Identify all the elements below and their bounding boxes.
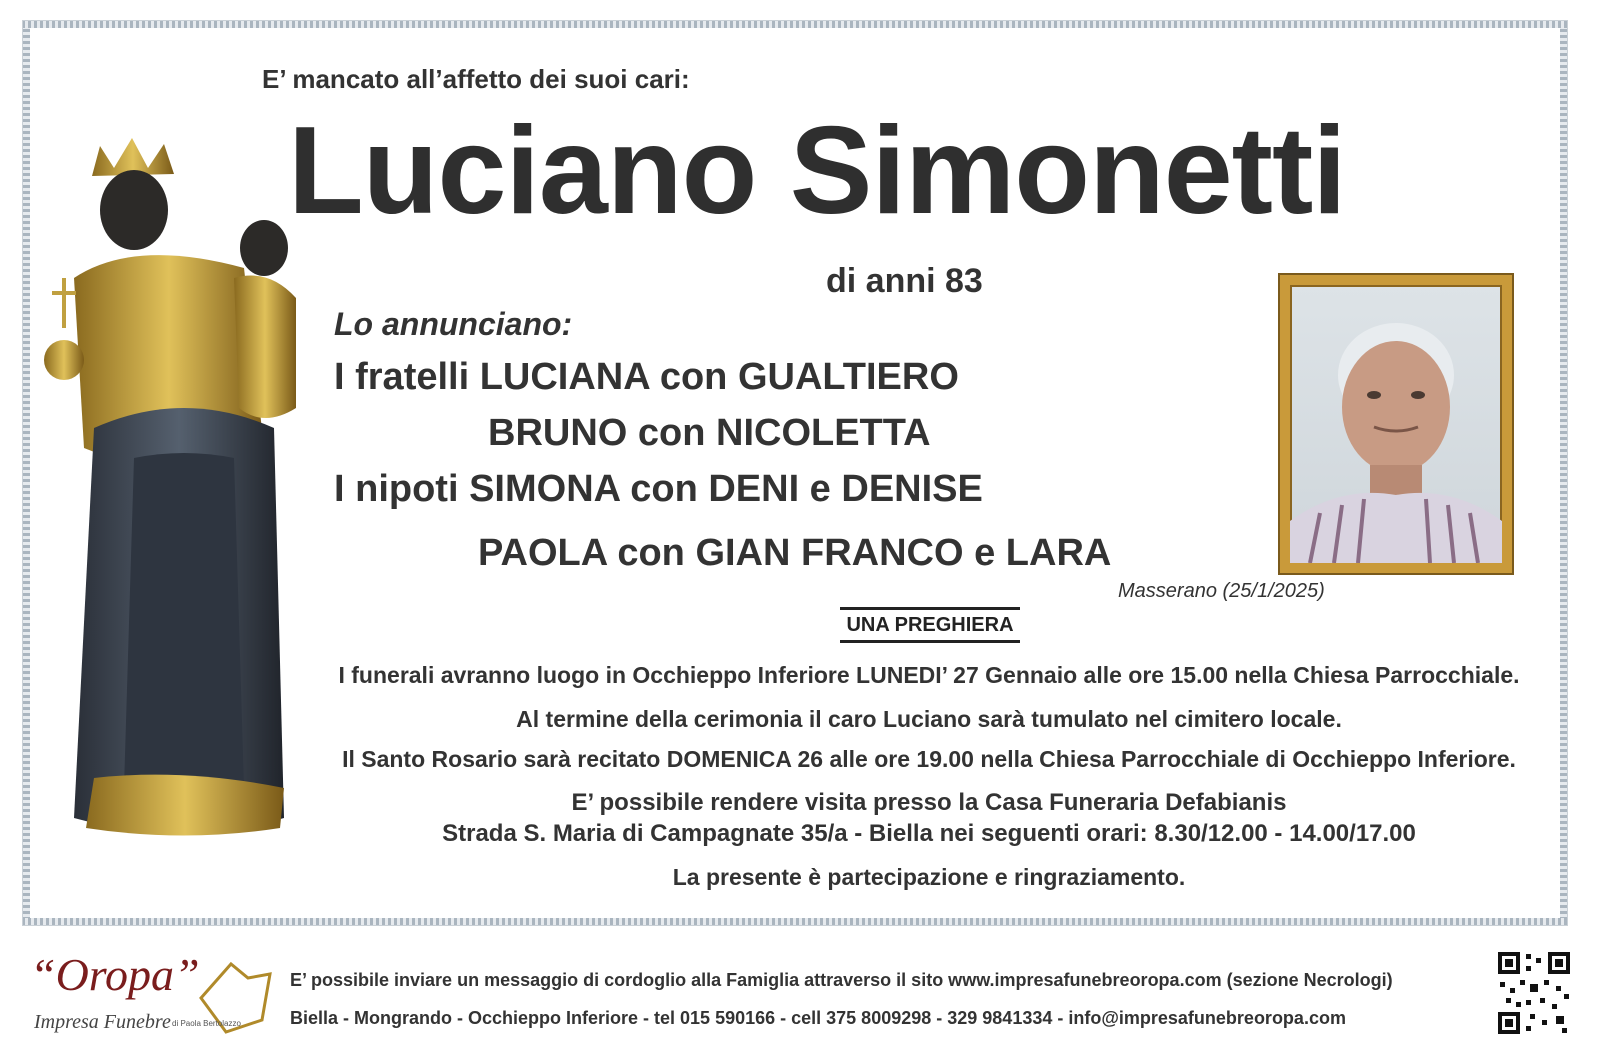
contacts-line: Biella - Mongrando - Occhieppo Inferiore - tel 015 590166 - cell 375 8009298 - 329 9841334 - info@impresafunebreoropa.com xyxy=(290,1008,1346,1028)
condolence-message: E’ possibile inviare un messaggio di cordoglio alla Famiglia attraverso il sito www.impresafunebreoropa.com (sezione Necrologi) xyxy=(290,970,1393,990)
logo-sub: Impresa Funebre xyxy=(34,1011,171,1033)
funeral-detail: Al termine della cerimonia il caro Luciano sarà tumulato nel cimitero locale. xyxy=(516,706,1342,732)
relatives-line: I fratelli LUCIANA con GUALTIERO xyxy=(334,356,959,398)
relatives-line: BRUNO con NICOLETTA xyxy=(488,412,931,454)
oropa-logo xyxy=(26,946,276,1050)
age-text: di anni 83 xyxy=(826,262,983,300)
funeral-detail: Il Santo Rosario sarà recitato DOMENICA 26 alle ore 19.00 nella Chiesa Parrocchiale di Occhieppo Inferiore. xyxy=(342,746,1516,772)
relatives-line: PAOLA con GIAN FRANCO e LARA xyxy=(478,532,1112,574)
qr-code[interactable] xyxy=(1496,950,1572,1036)
logo-name: “Oropa” xyxy=(30,949,200,1000)
intro-text: E’ mancato all’affetto dei suoi cari: xyxy=(262,64,690,94)
relatives-line: I nipoti SIMONA con DENI e DENISE xyxy=(334,468,983,510)
funeral-detail: La presente è partecipazione e ringraziamento. xyxy=(672,864,1186,890)
portrait-figure xyxy=(1290,285,1502,563)
place-date: Masserano (25/1/2025) xyxy=(1118,580,1325,602)
logo-small: di Paola Bertolazzo xyxy=(172,1019,241,1028)
deceased-name: Luciano Simonetti xyxy=(288,102,1346,240)
announce-label: Lo annunciano: xyxy=(334,306,573,342)
funeral-detail: E’ possibile rendere visita presso la Casa Funeraria Defabianis xyxy=(571,789,1287,816)
funeral-detail: I funerali avranno luogo in Occhieppo Inferiore LUNEDI’ 27 Gennaio alle ore 15.00 nella Chiesa Parrocchiale. xyxy=(338,662,1520,688)
portrait-photo xyxy=(1280,275,1512,573)
funeral-detail: Strada S. Maria di Campagnate 35/a - Biella nei seguenti orari: 8.30/12.00 - 14.00/17.00 xyxy=(442,820,1416,847)
prayer-label: UNA PREGHIERA xyxy=(840,607,1020,643)
madonna-statue-image xyxy=(34,128,310,848)
